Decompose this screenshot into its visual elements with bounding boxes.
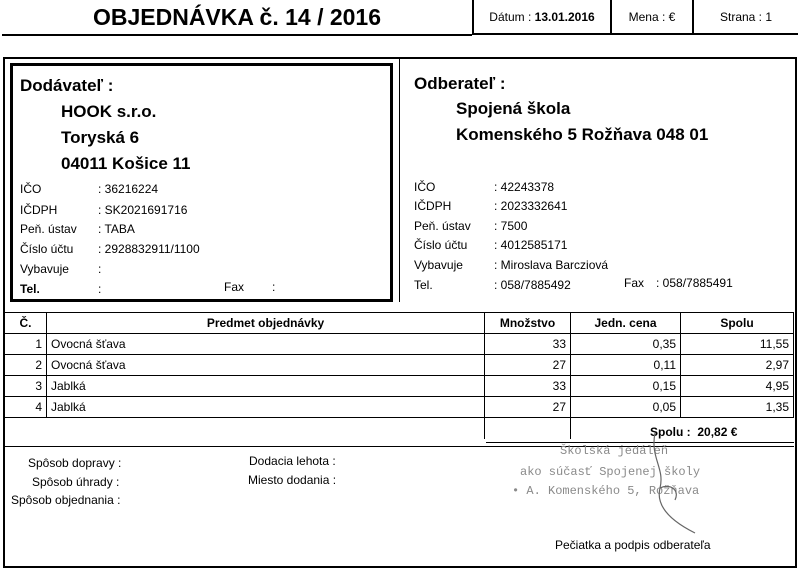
ordering-label: Spôsob objednania : (11, 493, 121, 507)
row-total: 1,35 (681, 397, 794, 418)
document-title: OBJEDNÁVKA č. 14 / 2016 (2, 0, 472, 36)
customer-bank-value: : 7500 (494, 219, 528, 233)
supplier-account-value: : 2928832911/1100 (98, 242, 200, 256)
supplier-ico-value: : 36216224 (98, 182, 159, 196)
table-row (5, 334, 794, 355)
customer-heading: Odberateľ : (414, 74, 506, 93)
customer-address: Komenského 5 Rožňava 048 01 (456, 125, 709, 144)
currency-cell: Mena : € (628, 10, 676, 24)
supplier-tel-value: : (98, 282, 102, 296)
row-total: 11,55 (681, 334, 794, 355)
row-item: Jablká (47, 397, 485, 418)
table-row (5, 376, 794, 397)
customer-fax-label: Fax (624, 276, 645, 290)
row-item: Jablká (47, 376, 485, 397)
row-price: 0,05 (571, 397, 681, 418)
row-item: Ovocná šťava (47, 355, 485, 376)
supplier-fax-value: : (272, 280, 276, 294)
transport-label: Spôsob dopravy : (28, 456, 122, 470)
customer-handler-value: : Miroslava Barcziová (494, 258, 609, 272)
col-header-qty: Množstvo (485, 313, 571, 334)
signature-scribble (620, 428, 720, 538)
date-value: 13.01.2016 (534, 10, 595, 24)
customer-handler-label: Vybavuje (414, 258, 463, 272)
customer-ico-label: IČO (414, 180, 436, 194)
stamp-line-2: ako súčasť Spojenej školy (520, 465, 701, 479)
table-header-row (5, 313, 794, 334)
order-items-table (4, 312, 794, 439)
row-no: 2 (5, 355, 47, 376)
supplier-bank-value: : TABA (98, 222, 135, 236)
supplier-bank-label: Peň. ústav (20, 222, 77, 236)
row-item: Ovocná šťava (47, 334, 485, 355)
col-header-item: Predmet objednávky (47, 313, 485, 334)
row-no: 4 (5, 397, 47, 418)
customer-name: Spojená škola (456, 99, 571, 118)
customer-bank-label: Peň. ústav (414, 219, 471, 233)
row-price: 0,11 (571, 355, 681, 376)
customer-icdph-value: : 2023332641 (494, 199, 568, 213)
row-no: 1 (5, 334, 47, 355)
customer-account-label: Číslo účtu (414, 238, 468, 252)
supplier-fax-label: Fax (224, 280, 245, 294)
supplier-handler-label: Vybavuje (20, 262, 69, 276)
supplier-name: HOOK s.r.o. (61, 102, 157, 121)
stamp-line-1: Školská jedáleň (560, 444, 669, 458)
supplier-account-label: Číslo účtu (20, 242, 74, 256)
row-qty: 33 (485, 376, 571, 397)
supplier-handler-value: : (98, 262, 102, 276)
supplier-ico-label: IČO (20, 182, 42, 196)
customer-icdph-label: IČDPH (414, 199, 452, 213)
customer-tel-value: : 058/7885492 (494, 278, 571, 292)
delivery-time-label: Dodacia lehota : (249, 454, 336, 468)
supplier-icdph-value: : SK2021691716 (98, 203, 188, 217)
date-label: Dátum : (489, 10, 532, 24)
payment-label: Spôsob úhrady : (32, 475, 120, 489)
signature-caption: Pečiatka a podpis odberateľa (555, 538, 711, 552)
sum-label: Spolu : (650, 425, 691, 439)
row-price: 0,15 (571, 376, 681, 397)
supplier-icdph-label: IČDPH (20, 203, 58, 217)
row-qty: 33 (485, 334, 571, 355)
col-header-no: Č. (5, 313, 47, 334)
supplier-street: Toryská 6 (61, 128, 140, 147)
customer-account-value: : 4012585171 (494, 238, 568, 252)
supplier-tel-label: Tel. (20, 282, 40, 296)
row-price: 0,35 (571, 334, 681, 355)
customer-ico-value: : 42243378 (494, 180, 555, 194)
row-total: 4,95 (681, 376, 794, 397)
row-total: 2,97 (681, 355, 794, 376)
header-bottom-line (472, 33, 798, 35)
table-row (5, 397, 794, 418)
row-qty: 27 (485, 397, 571, 418)
customer-fax-value: : 058/7885491 (656, 276, 733, 290)
col-header-total: Spolu (681, 313, 794, 334)
row-no: 3 (5, 376, 47, 397)
table-row (5, 355, 794, 376)
supplier-heading: Dodávateľ : (20, 76, 114, 95)
stamp-line-3: • A. Komenského 5, Rožňava (512, 484, 700, 498)
delivery-place-label: Miesto dodania : (248, 473, 337, 487)
customer-tel-label: Tel. (414, 278, 433, 292)
col-header-price: Jedn. cena (571, 313, 681, 334)
date-cell (474, 0, 610, 34)
sum-value: 20,82 € (697, 425, 738, 439)
supplier-city: 04011 Košice 11 (61, 154, 191, 173)
page-cell: Strana : 1 (719, 10, 773, 24)
row-qty: 27 (485, 355, 571, 376)
customer-divider (399, 59, 400, 302)
